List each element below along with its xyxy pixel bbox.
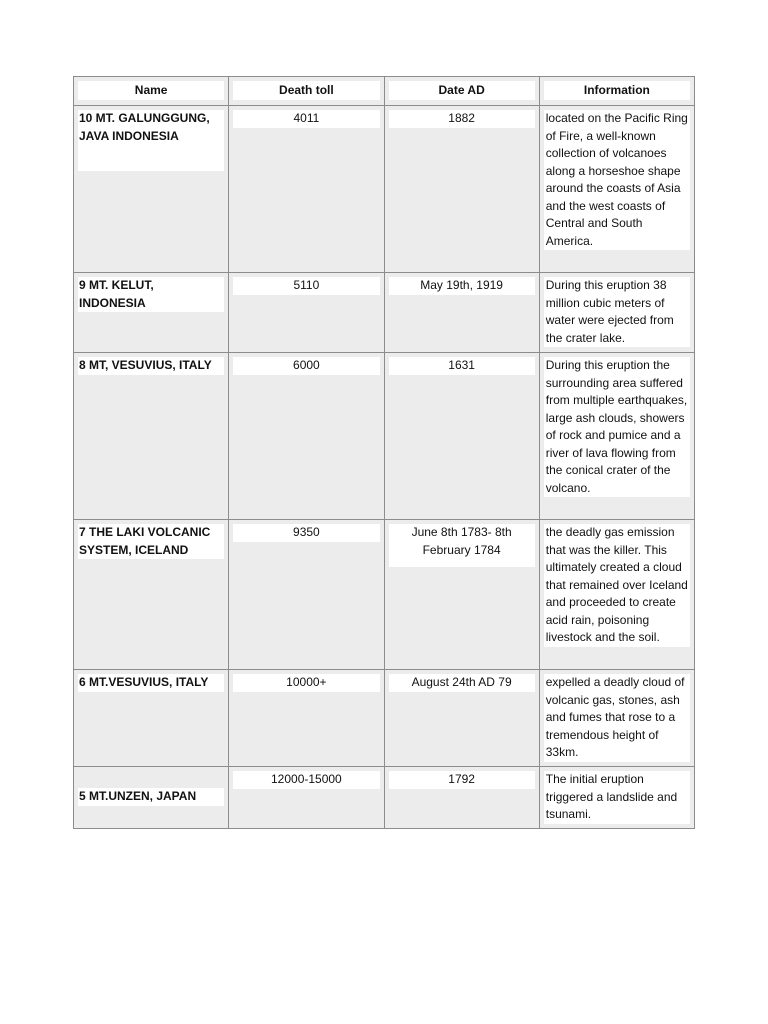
date-cell xyxy=(384,106,539,273)
death-toll: 6000 xyxy=(233,357,379,375)
date-cell xyxy=(384,273,539,353)
death-toll: 9350 xyxy=(233,524,379,542)
volcano-name: 6 MT.VESUVIUS, ITALY xyxy=(78,674,224,692)
death-toll: 12000-15000 xyxy=(233,771,379,789)
info-cell xyxy=(539,670,694,767)
header-cell-death-toll xyxy=(229,77,384,106)
information-text: located on the Pacific Ring of Fire, a well-known collection of volcanoes along a horseshoe shape around the coasts of Asia and the west coasts of Central and South America. xyxy=(544,110,690,250)
header-cell-name xyxy=(74,77,229,106)
date-cell xyxy=(384,767,539,829)
name-cell xyxy=(74,106,229,273)
header-date: Date AD xyxy=(389,81,535,100)
date-value: 1631 xyxy=(389,357,535,375)
information-text: the deadly gas emission that was the killer. This ultimately created a cloud that remained over Iceland and proceeded to create acid rain, poisoning livestock and the soil. xyxy=(544,524,690,647)
header-name: Name xyxy=(78,81,224,100)
date-value: June 8th 1783- 8th February 1784 xyxy=(389,524,535,567)
table-row xyxy=(74,106,695,273)
information-text: During this eruption the surrounding area suffered from multiple earthquakes, large ash clouds, showers of rock and pumice and a river of lava flowing from the conical crater of the volcano. xyxy=(544,357,690,497)
volcano-name: 7 THE LAKI VOLCANIC SYSTEM, ICELAND xyxy=(78,524,224,559)
name-cell xyxy=(74,353,229,520)
date-value: 1882 xyxy=(389,110,535,128)
date-cell xyxy=(384,353,539,520)
table-row xyxy=(74,353,695,520)
date-cell xyxy=(384,520,539,670)
death-toll-cell xyxy=(229,767,384,829)
death-toll-cell xyxy=(229,353,384,520)
volcano-name: 8 MT, VESUVIUS, ITALY xyxy=(78,357,224,375)
name-cell xyxy=(74,767,229,829)
death-toll-cell xyxy=(229,273,384,353)
info-cell xyxy=(539,767,694,829)
table-row xyxy=(74,273,695,353)
volcano-table xyxy=(73,76,695,829)
info-cell xyxy=(539,106,694,273)
header-cell-information xyxy=(539,77,694,106)
volcano-name: 5 MT.UNZEN, JAPAN xyxy=(78,788,224,806)
volcano-name: 10 MT. GALUNGGUNG, JAVA INDONESIA xyxy=(78,110,224,171)
volcano-name: 9 MT. KELUT, INDONESIA xyxy=(78,277,224,312)
header-row xyxy=(74,77,695,106)
name-cell xyxy=(74,670,229,767)
header-information: Information xyxy=(544,81,690,100)
death-toll-cell xyxy=(229,520,384,670)
death-toll: 4011 xyxy=(233,110,379,128)
name-cell xyxy=(74,520,229,670)
information-text: The initial eruption triggered a landslide and tsunami. xyxy=(544,771,690,824)
table-row xyxy=(74,670,695,767)
death-toll-cell xyxy=(229,670,384,767)
date-cell xyxy=(384,670,539,767)
date-value: 1792 xyxy=(389,771,535,789)
table-row xyxy=(74,767,695,829)
table-row xyxy=(74,520,695,670)
info-cell xyxy=(539,353,694,520)
name-cell xyxy=(74,273,229,353)
death-toll-cell xyxy=(229,106,384,273)
information-text: During this eruption 38 million cubic meters of water were ejected from the crater lake. xyxy=(544,277,690,347)
header-death-toll: Death toll xyxy=(233,81,379,100)
date-value: May 19th, 1919 xyxy=(389,277,535,295)
date-value: August 24th AD 79 xyxy=(389,674,535,692)
death-toll: 5110 xyxy=(233,277,379,295)
information-text: expelled a deadly cloud of volcanic gas, stones, ash and fumes that rose to a tremendous height of 33km. xyxy=(544,674,690,762)
info-cell xyxy=(539,273,694,353)
header-cell-date xyxy=(384,77,539,106)
death-toll: 10000+ xyxy=(233,674,379,692)
info-cell xyxy=(539,520,694,670)
